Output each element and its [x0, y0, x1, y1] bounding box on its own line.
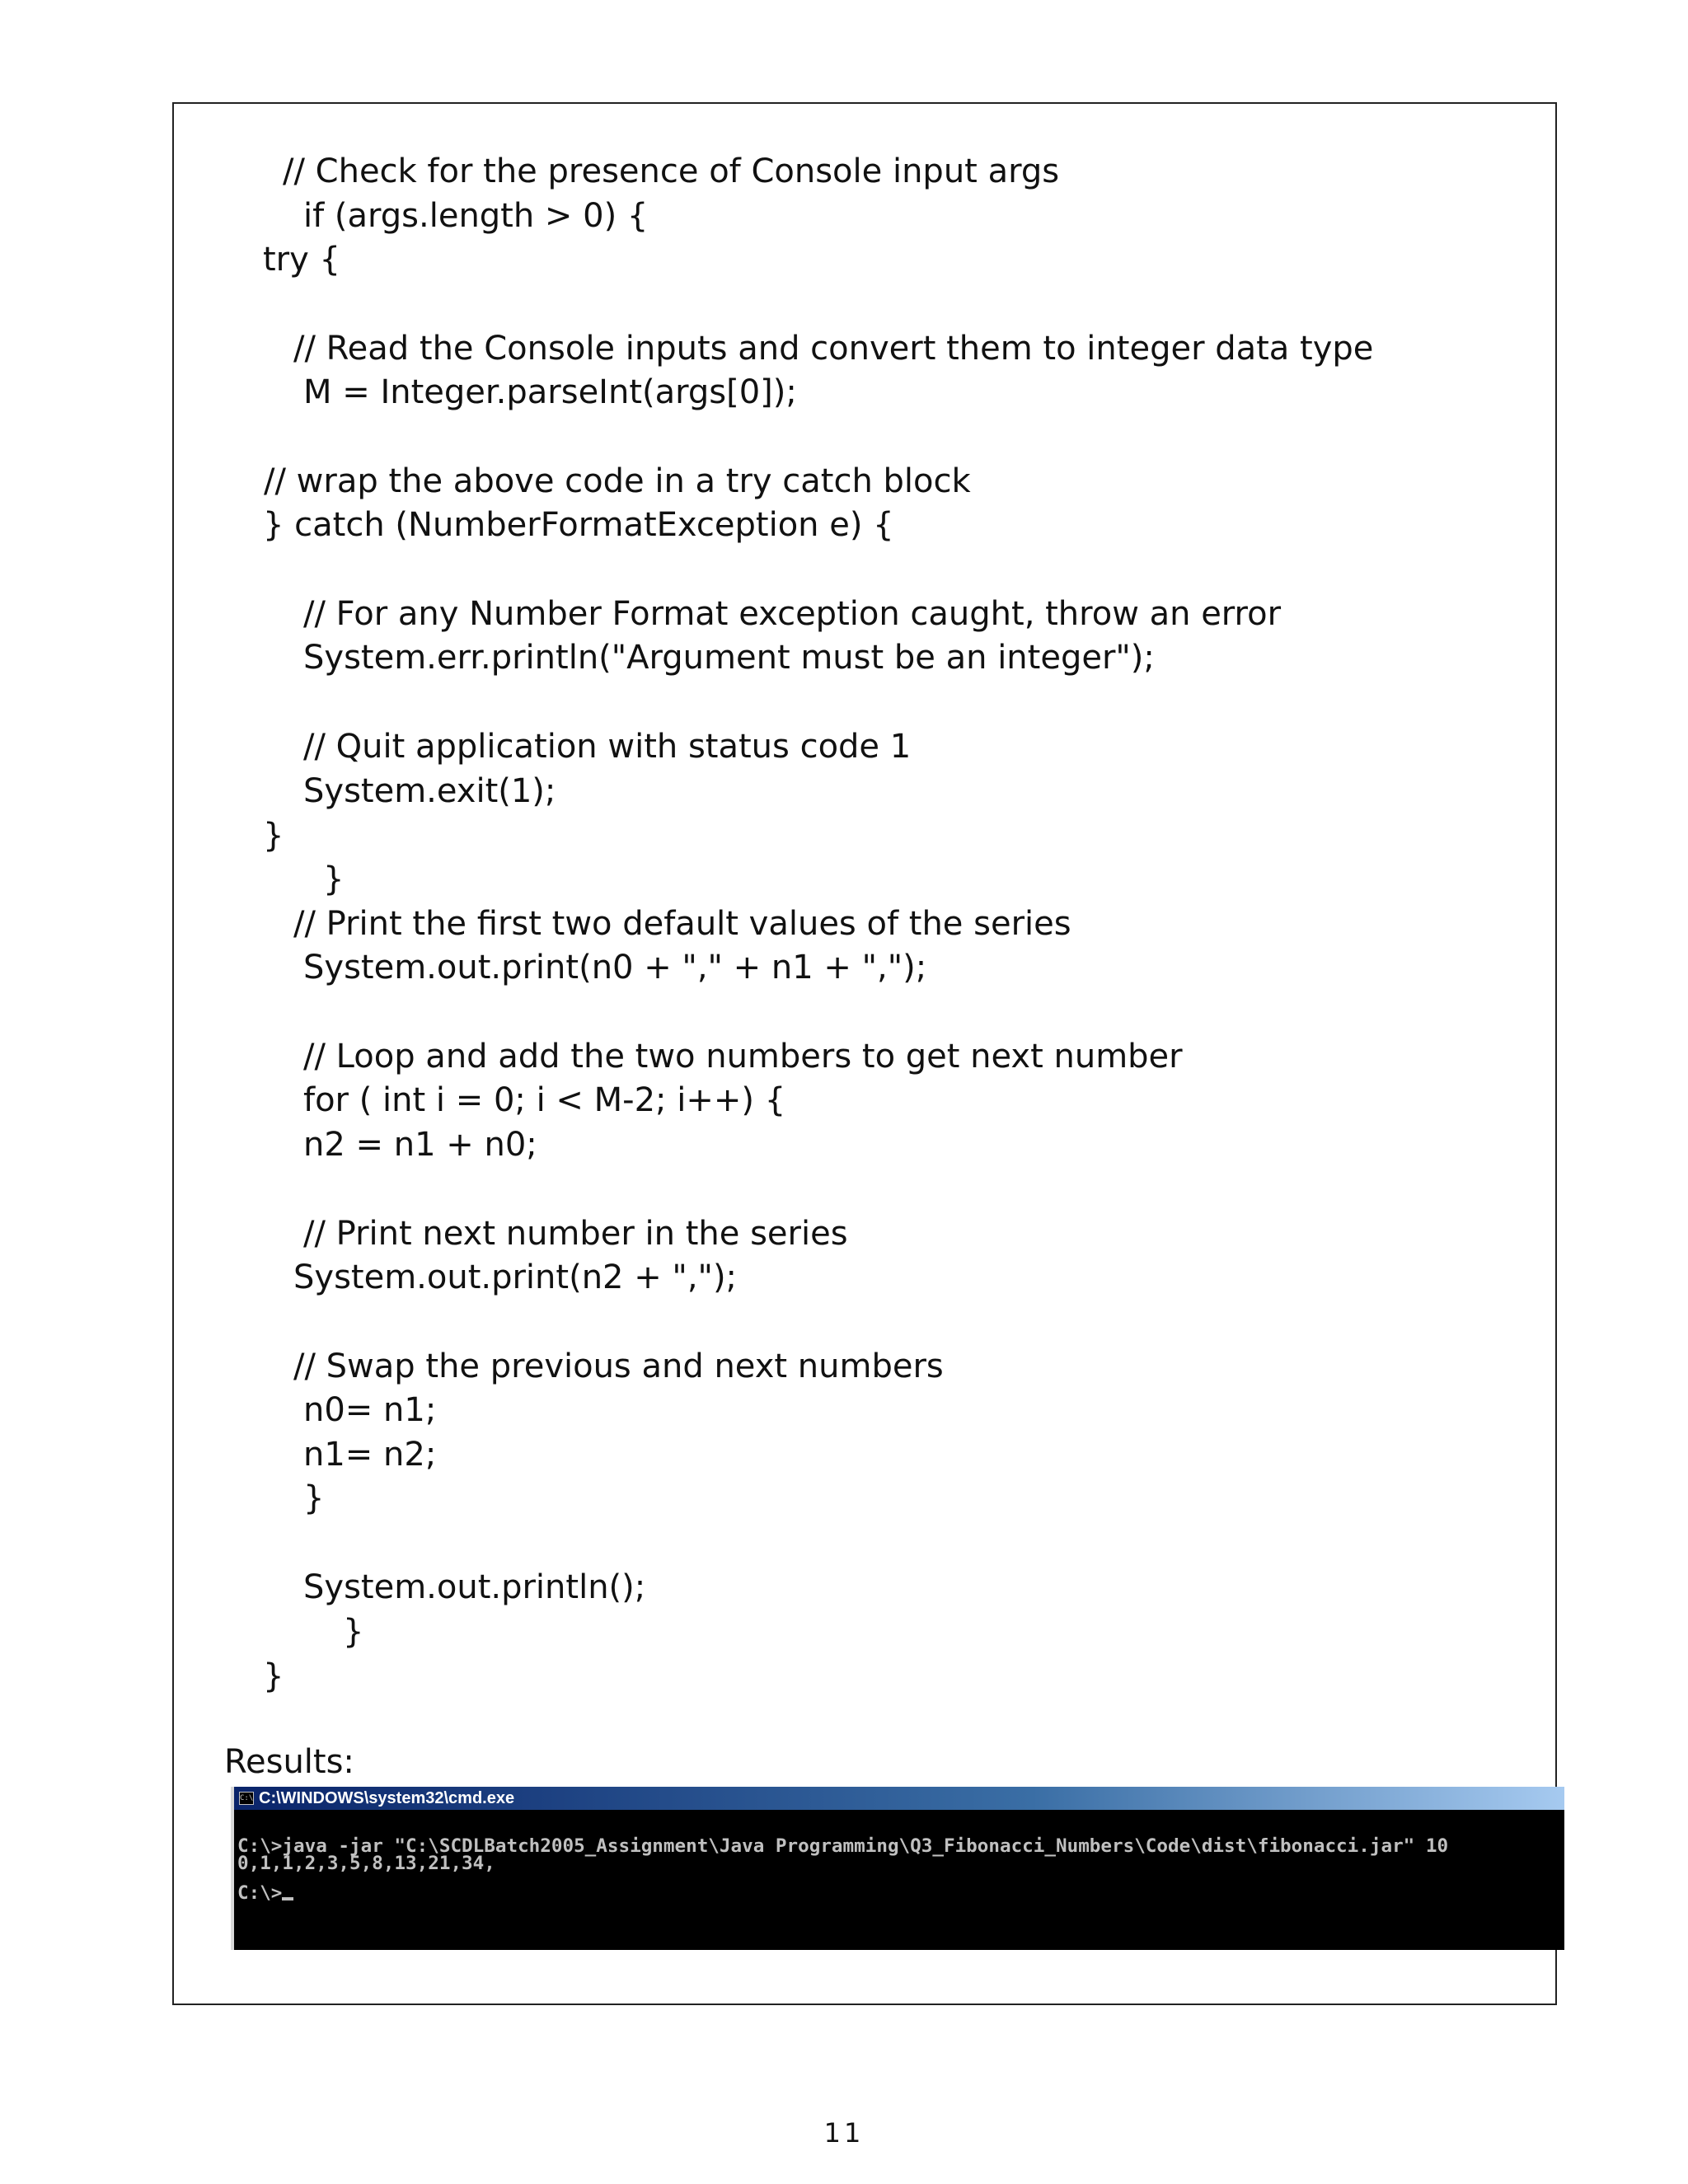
- code-parse-int: M = Integer.parseInt(args[0]);: [303, 373, 797, 411]
- console-icon: C:\: [239, 1792, 254, 1805]
- code-n0-assign: n0= n1;: [303, 1391, 437, 1429]
- code-close-brace-if: }: [323, 860, 345, 898]
- code-println: System.out.println();: [303, 1568, 646, 1606]
- code-comment-number-format: // For any Number Format exception caught, throw an error: [303, 595, 1282, 633]
- terminal-line: 0,1,1,2,3,5,8,13,21,34,: [237, 1853, 495, 1874]
- code-print-n0-n1: System.out.print(n0 + "," + n1 + ",");: [303, 949, 927, 987]
- cursor-icon: [282, 1897, 293, 1900]
- code-comment-print-first-two: // Print the first two default values of the series: [293, 905, 1071, 943]
- results-label: Results:: [224, 1743, 354, 1781]
- code-try: try {: [263, 241, 340, 279]
- terminal-titlebar: [234, 1787, 1564, 1810]
- code-comment-print-next: // Print next number in the series: [303, 1215, 848, 1253]
- code-comment-swap: // Swap the previous and next numbers: [293, 1347, 944, 1385]
- terminal-window: [231, 1787, 1564, 1950]
- code-close-brace-for: }: [303, 1479, 325, 1517]
- code-print-n2: System.out.print(n2 + ",");: [293, 1258, 738, 1296]
- code-comment-loop: // Loop and add the two numbers to get next number: [303, 1038, 1183, 1076]
- code-comment-quit: // Quit application with status code 1: [303, 728, 912, 766]
- code-for-loop: for ( int i = 0; i < M-2; i++) {: [303, 1081, 786, 1119]
- page-number: 11: [823, 2117, 865, 2149]
- code-close-brace-inner: }: [343, 1613, 364, 1651]
- terminal-title: C:\WINDOWS\system32\cmd.exe: [259, 1788, 515, 1807]
- terminal-line: C:\>java -jar "C:\SCDLBatch2005_Assignment\Java Programming\Q3_Fibonacci_Numbers\Code\dist\fibonacci.jar" 10: [237, 1835, 1449, 1857]
- code-n2-sum: n2 = n1 + n0;: [303, 1126, 537, 1164]
- code-n1-assign: n1= n2;: [303, 1436, 437, 1474]
- code-comment-read-inputs: // Read the Console inputs and convert them to integer data type: [293, 330, 1374, 368]
- terminal-prompt: C:\>: [237, 1882, 283, 1904]
- code-close-brace-outer: }: [263, 1657, 284, 1695]
- terminal-prompt-line: [237, 1882, 1561, 1904]
- code-close-brace-catch: }: [263, 817, 284, 855]
- code-system-exit: System.exit(1);: [303, 772, 556, 810]
- code-comment-wrap-try-catch: // wrap the above code in a try catch block: [264, 462, 971, 500]
- terminal-output: [237, 1835, 1561, 1904]
- code-comment-check-args: // Check for the presence of Console input args: [283, 152, 1060, 190]
- code-err-println: System.err.println("Argument must be an integer");: [303, 639, 1155, 677]
- code-catch: } catch (NumberFormatException e) {: [263, 506, 894, 544]
- code-if-args-length: if (args.length > 0) {: [303, 197, 649, 235]
- terminal-line: [237, 1872, 1561, 1885]
